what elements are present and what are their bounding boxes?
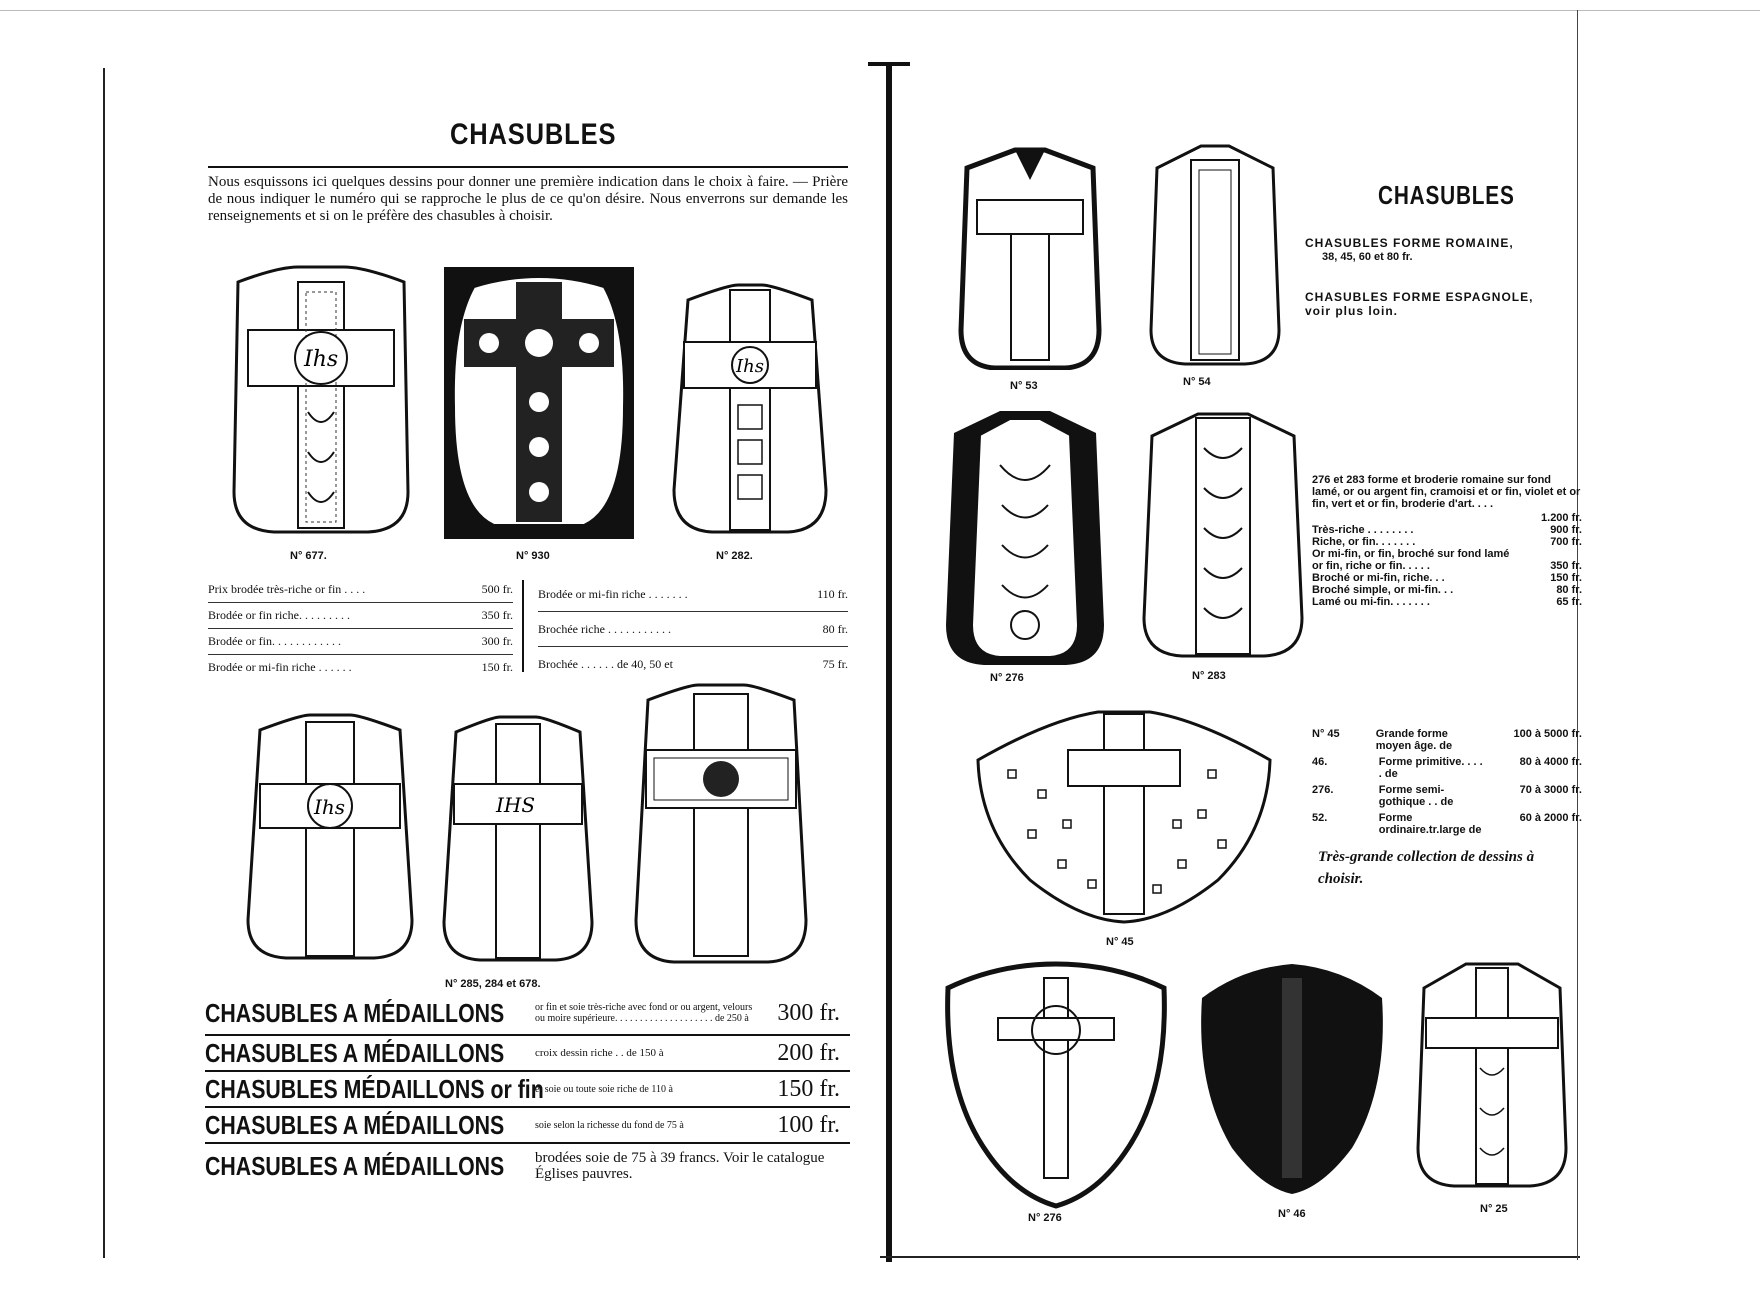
top-rule [0, 10, 1760, 11]
medaillon-name: CHASUBLES A MÉDAILLONS [205, 1109, 505, 1140]
label-n276-bottom: N° 276 [1028, 1212, 1062, 1224]
label-n25: N° 25 [1480, 1203, 1508, 1215]
svg-text:Ihs: Ihs [736, 356, 764, 377]
chasuble-285-illustration [240, 710, 420, 962]
chasuble-282-illustration [668, 280, 832, 538]
label-n46: N° 46 [1278, 1208, 1306, 1220]
chasuble-46-illustration [1192, 958, 1392, 1198]
left-intro-text: Nous esquissons ici quelques dessins pour donner une première indication dans le choix à faire. — Prière de nous indiquer le numéro qui se rapproche le plus de ce qu'on désire. Nous enverrons sur demande les renseignements et si on le préfère des chasubles à choisir. [208, 174, 848, 224]
chasuble-284-illustration [438, 712, 598, 962]
price-row: Riche, or fin. . . . . . . 700 fr. [1312, 536, 1582, 548]
chasuble-53-illustration [955, 140, 1105, 370]
chasuble-54-illustration [1145, 140, 1285, 366]
chasuble-276-illustration [940, 405, 1110, 669]
label-n677: N° 677. [290, 550, 327, 562]
medaillon-row [205, 992, 850, 1036]
chasuble-45-illustration [968, 700, 1280, 928]
price-row: Prix brodée très-riche or fin . . . . 500 fr. [208, 577, 513, 603]
left-page-title: CHASUBLES [450, 118, 617, 151]
medaillon-desc: croix dessin riche . . de 150 à [535, 1047, 664, 1059]
price-row: Broché or mi-fin, riche. . . 150 fr. [1312, 572, 1582, 584]
chasuble-678-illustration [628, 680, 814, 964]
medaillon-row [205, 1036, 850, 1072]
label-n285-284-678: N° 285, 284 et 678. [445, 978, 541, 990]
price-table-left [208, 577, 513, 680]
label-n276-mid: N° 276 [990, 672, 1024, 684]
spine-cap-top [868, 62, 910, 66]
form-row: 46. Forme primitive. . . . . de 80 à 4000 fr. [1312, 756, 1582, 780]
form-row: 52. Forme ordinaire.tr.large de 60 à 2000 fr. [1312, 812, 1582, 836]
right-page-title: CHASUBLES [1378, 180, 1515, 210]
price-row: Brodée or mi-fin riche . . . . . . 150 fr. [208, 660, 513, 674]
medaillon-row [205, 1072, 850, 1108]
price-row: Très-riche . . . . . . . . 900 fr. [1312, 524, 1582, 536]
medaillon-price: 200 fr. [777, 1039, 840, 1066]
chasuble-283-illustration [1138, 408, 1308, 658]
medaillon-name: CHASUBLES MÉDAILLONS or fin [205, 1073, 544, 1104]
romaine-heading: CHASUBLES FORME ROMAINE, [1305, 236, 1514, 250]
label-n283: N° 283 [1192, 670, 1226, 682]
medaillon-name: CHASUBLES A MÉDAILLONS [205, 1150, 505, 1181]
chasuble-930-illustration [444, 267, 634, 539]
price-row: Brodée or fin riche. . . . . . . . . 350 fr. [208, 603, 513, 629]
label-n930: N° 930 [516, 550, 550, 562]
chasuble-276-bottom-illustration [938, 958, 1174, 1210]
form-row: 276. Forme semi-gothique . . de 70 à 3000 fr. [1312, 784, 1582, 808]
medaillon-price: 100 fr. [777, 1111, 840, 1138]
medaillon-price: 150 fr. [777, 1075, 840, 1102]
spine-cap-bottom [880, 1256, 1580, 1258]
left-margin-line [103, 68, 105, 1258]
form-row: N° 45 Grande forme moyen âge. de 100 à 5000 fr. [1312, 728, 1582, 752]
espagnole-text: CHASUBLES FORME ESPAGNOLE, voir plus loin. [1305, 290, 1534, 318]
price-row: Brodée or mi-fin riche . . . . . . . 110 fr. [538, 577, 848, 612]
svg-text:IHS: IHS [496, 793, 536, 817]
label-n53: N° 53 [1010, 380, 1038, 392]
medaillon-price: 300 fr. [777, 999, 840, 1026]
price-row: Brodée or fin. . . . . . . . . . . . 300 fr. [208, 629, 513, 655]
center-spine [886, 62, 892, 1262]
prices-276-283 [1312, 512, 1582, 608]
medaillon-name: CHASUBLES A MÉDAILLONS [205, 997, 505, 1028]
price-table-divider [522, 580, 524, 672]
svg-text:Ihs: Ihs [304, 347, 339, 372]
medaillon-desc: or fin et soie très-riche avec fond or ou argent, velours ou moire supérieure. . . . . . . . . . . . . . . . . . . . de 250 à [535, 1002, 753, 1024]
medaillon-name: CHASUBLES A MÉDAILLONS [205, 1037, 505, 1068]
price-row: 1.200 fr. [1541, 512, 1582, 524]
price-row: Or mi-fin, or fin, broché sur fond lamé or fin, riche or fin. . . . . 350 fr. [1312, 548, 1582, 572]
price-row: Brochée riche . . . . . . . . . . . 80 fr. [538, 612, 848, 647]
price-row: Broché simple, or mi-fin. . . 80 fr. [1312, 584, 1582, 596]
chasuble-677-illustration [228, 262, 414, 538]
medaillon-desc: soie selon la richesse du fond de 75 à [535, 1119, 684, 1131]
chasuble-25-illustration [1410, 958, 1574, 1190]
collection-note: Très-grande collection de dessins à choisir. [1318, 849, 1535, 887]
price-row: Brochée . . . . . . de 40, 50 et 75 fr. [538, 656, 848, 671]
label-n45: N° 45 [1106, 936, 1134, 948]
medaillons-list [205, 992, 850, 1188]
svg-text:Ihs: Ihs [314, 795, 346, 819]
right-edge-line [1577, 10, 1578, 1260]
medaillon-row [205, 1144, 850, 1188]
desc-276-283: 276 et 283 forme et broderie romaine sur fond lamé, or ou argent fin, cramoisi et or fin, violet et or fin, vert et or fin, broderie d'art. . . . [1312, 474, 1581, 510]
price-row: Lamé ou mi-fin. . . . . . . 65 fr. [1312, 596, 1582, 608]
label-n282: N° 282. [716, 550, 753, 562]
label-n54: N° 54 [1183, 376, 1211, 388]
medaillon-desc: brodées soie de 75 à 39 francs. Voir le catalogue Églises pauvres. [535, 1150, 825, 1182]
forms-table [1312, 728, 1582, 836]
price-table-right [538, 577, 848, 681]
left-title-rule [208, 166, 848, 168]
romaine-prices: 38, 45, 60 et 80 fr. [1322, 251, 1413, 263]
medaillon-row [205, 1108, 850, 1144]
medaillon-desc: et soie ou toute soie riche de 110 à [535, 1083, 673, 1095]
